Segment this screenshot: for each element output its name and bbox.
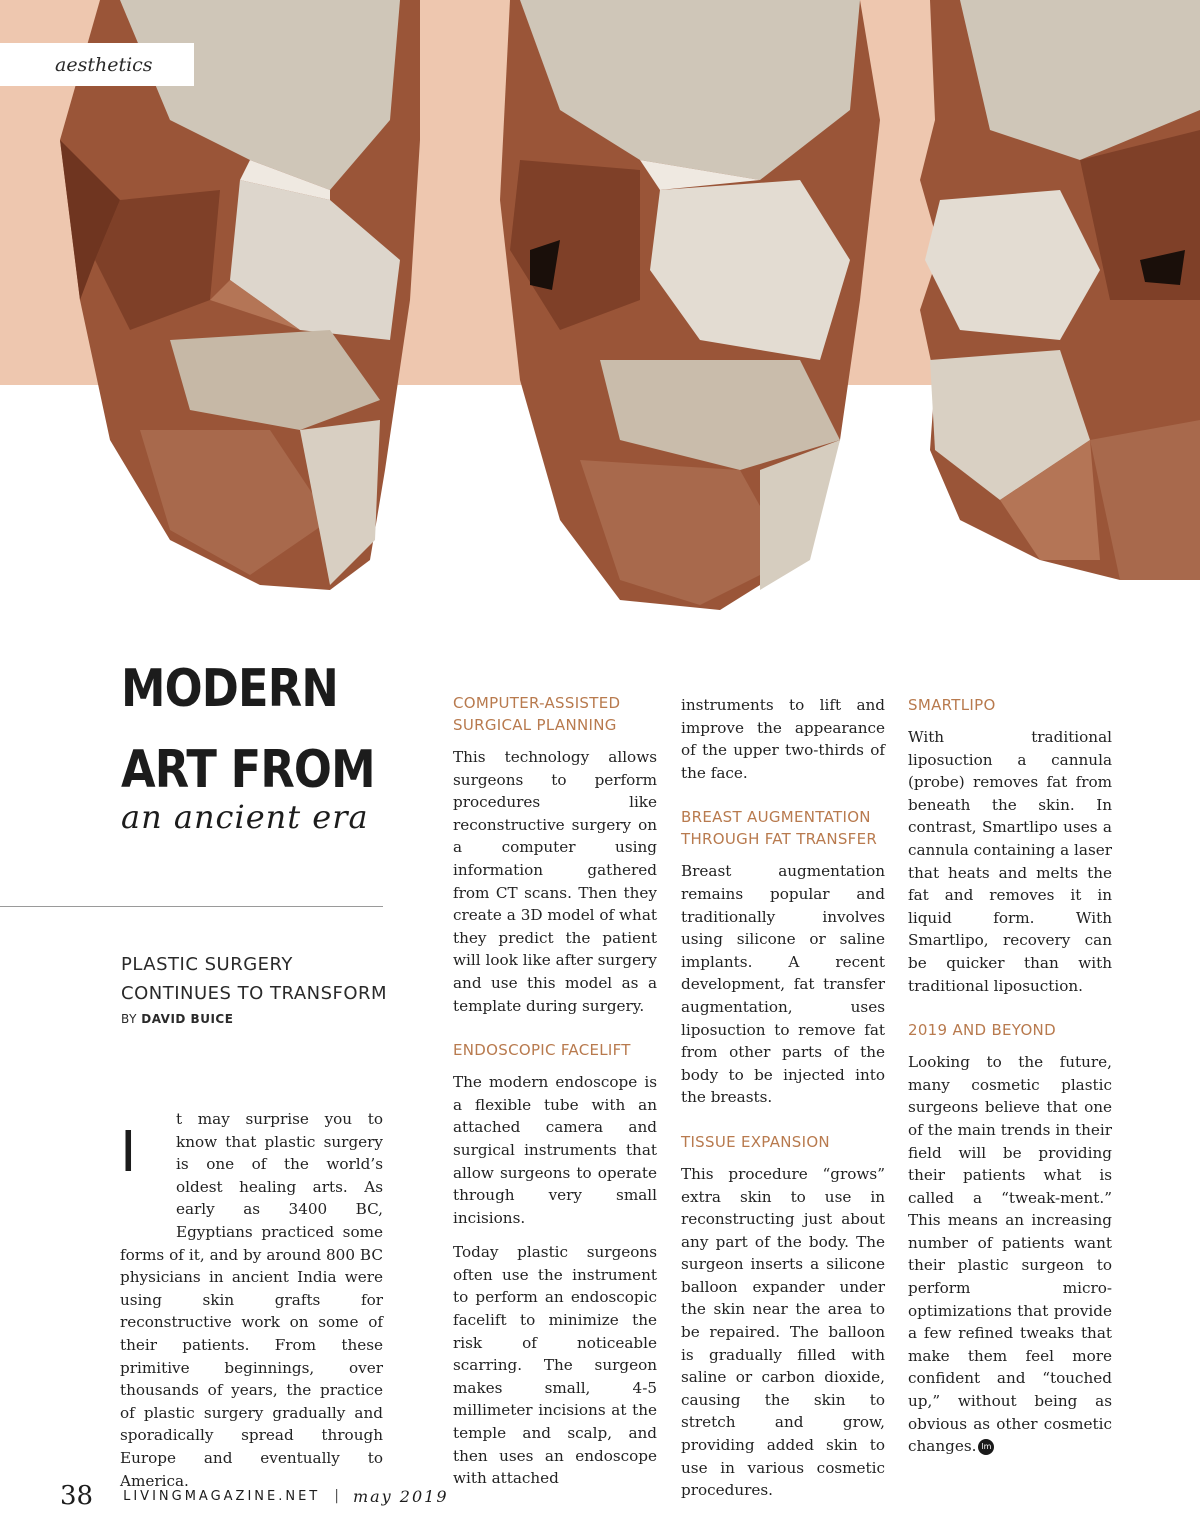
byline [121,1012,391,1026]
hero-illustration [0,0,1200,640]
footer-site: LIVINGMAGAZINE.NET [123,1488,321,1504]
section-heading-computer-assisted [453,692,657,736]
beyond-text: Looking to the future, many cosmetic plastic surgeons believe that one of the main trends in their field will be providing their patients what is called a “tweak-ment.” This means an increasing number of patients want their plastic surgeon to perform micro-optimizations that provide a few refined tweaks that make them feel more confident and “touched up,” without being as obvious as other cosmetic changes. [908,1053,1112,1456]
section-heading-tissue: TISSUE EXPANSION [681,1132,830,1151]
heading-line: THROUGH FAT TRANSFER [681,830,878,849]
byline-author: DAVID BUICE [141,1012,234,1026]
headline-line-1: MODERN [121,659,338,719]
section-text-beyond [908,1051,1112,1458]
section-heading-endoscopic: ENDOSCOPIC FACELIFT [453,1041,631,1060]
drop-cap: I [120,1120,137,1185]
page-number: 38 [60,1481,94,1511]
headline-divider [0,906,383,907]
section-text-endoscopic-1: The modern endoscope is a flexible tube with an attached camera and surgical instruments that allow surgeons to operate through very small incisions. [453,1073,657,1227]
article-headline [121,659,391,836]
page-footer [60,1478,449,1514]
low-poly-heads-illustration [0,0,1200,640]
section-heading-beyond: 2019 AND BEYOND [908,1021,1056,1040]
section-heading-breast [681,806,885,850]
section-text-tissue: This procedure “grows” extra skin to use in reconstructing just about any part of the body. The surgeon inserts a silicone balloon expander under the skin near the area to be repaired. The balloon is gradually filled with saline or carbon dioxide, causing the skin to stretch and grow, providing added skin to use in various cosmetic procedures. [681,1164,885,1500]
section-text-endoscopic-2: Today plastic surgeons often use the instrument to perform an endoscopic facelift to minimize the risk of noticeable scarring. The surgeon makes small, 4-5 millimeter incisions at the temple and scalp, and then uses an endoscope with attached [453,1243,657,1488]
headline-line-2: ART FROM [121,740,375,800]
article-column-2 [681,694,885,1514]
low-poly-head-right [920,0,1200,580]
article-column-1 [453,692,657,1502]
footer-issue-date: may 2019 [352,1486,449,1506]
low-poly-head-center [500,0,880,610]
byline-label: BY [121,1012,137,1026]
deck-line-2: CONTINUES TO TRANSFORM [121,983,388,1004]
low-poly-head-left [60,0,420,590]
section-heading-smartlipo: SMARTLIPO [908,696,996,714]
section-tag: aesthetics [0,43,194,86]
article-deck [121,950,391,1026]
section-text-breast: Breast augmentation remains popular and traditionally involves using silicone or saline implants. A recent development, fat transfer augmentation, uses liposuction to remove fat from other parts of the body to be injected into the breasts. [681,862,885,1107]
heading-line: BREAST AUGMENTATION [681,808,871,827]
section-text-computer-assisted: This technology allows surgeons to perform procedures like reconstructive surgery on a computer using information gathered from CT scans. Then they create a 3D model of what they predict the patient will look like after surgery and use this model as a template during surgery. [453,748,657,1015]
intro-paragraph [120,1108,383,1492]
headline-subhead: an ancient era [121,798,369,836]
intro-text: t may surprise you to know that plastic surgery is one of the world’s oldest healing arts. As early as 3400 BC, Egyptians practiced some forms of it, and by around 800 BC physicians in ancient India were using skin grafts for reconstructive work on some of their patients. From these primitive beginnings, over thousands of years, the practice of plastic surgery gradually and sporadically spread through Europe and eventually to America. [120,1110,383,1490]
heading-line: COMPUTER-ASSISTED [453,694,621,712]
deck-line-1: PLASTIC SURGERY [121,954,293,975]
end-mark-icon: lm [978,1439,994,1455]
heading-line: SURGICAL PLANNING [453,716,617,734]
footer-separator: | [334,1488,339,1504]
section-text-endoscopic-3: instruments to lift and improve the appearance of the upper two-thirds of the face. [681,696,885,782]
section-text-smartlipo: With traditional liposuction a cannula (probe) removes fat from beneath the skin. In contrast, Smartlipo uses a cannula containing a laser that heats and melts the fat and removes it in liquid form. With Smartlipo, recovery can be quicker than with traditional liposuction. [908,728,1112,995]
article-column-3 [908,694,1112,1470]
